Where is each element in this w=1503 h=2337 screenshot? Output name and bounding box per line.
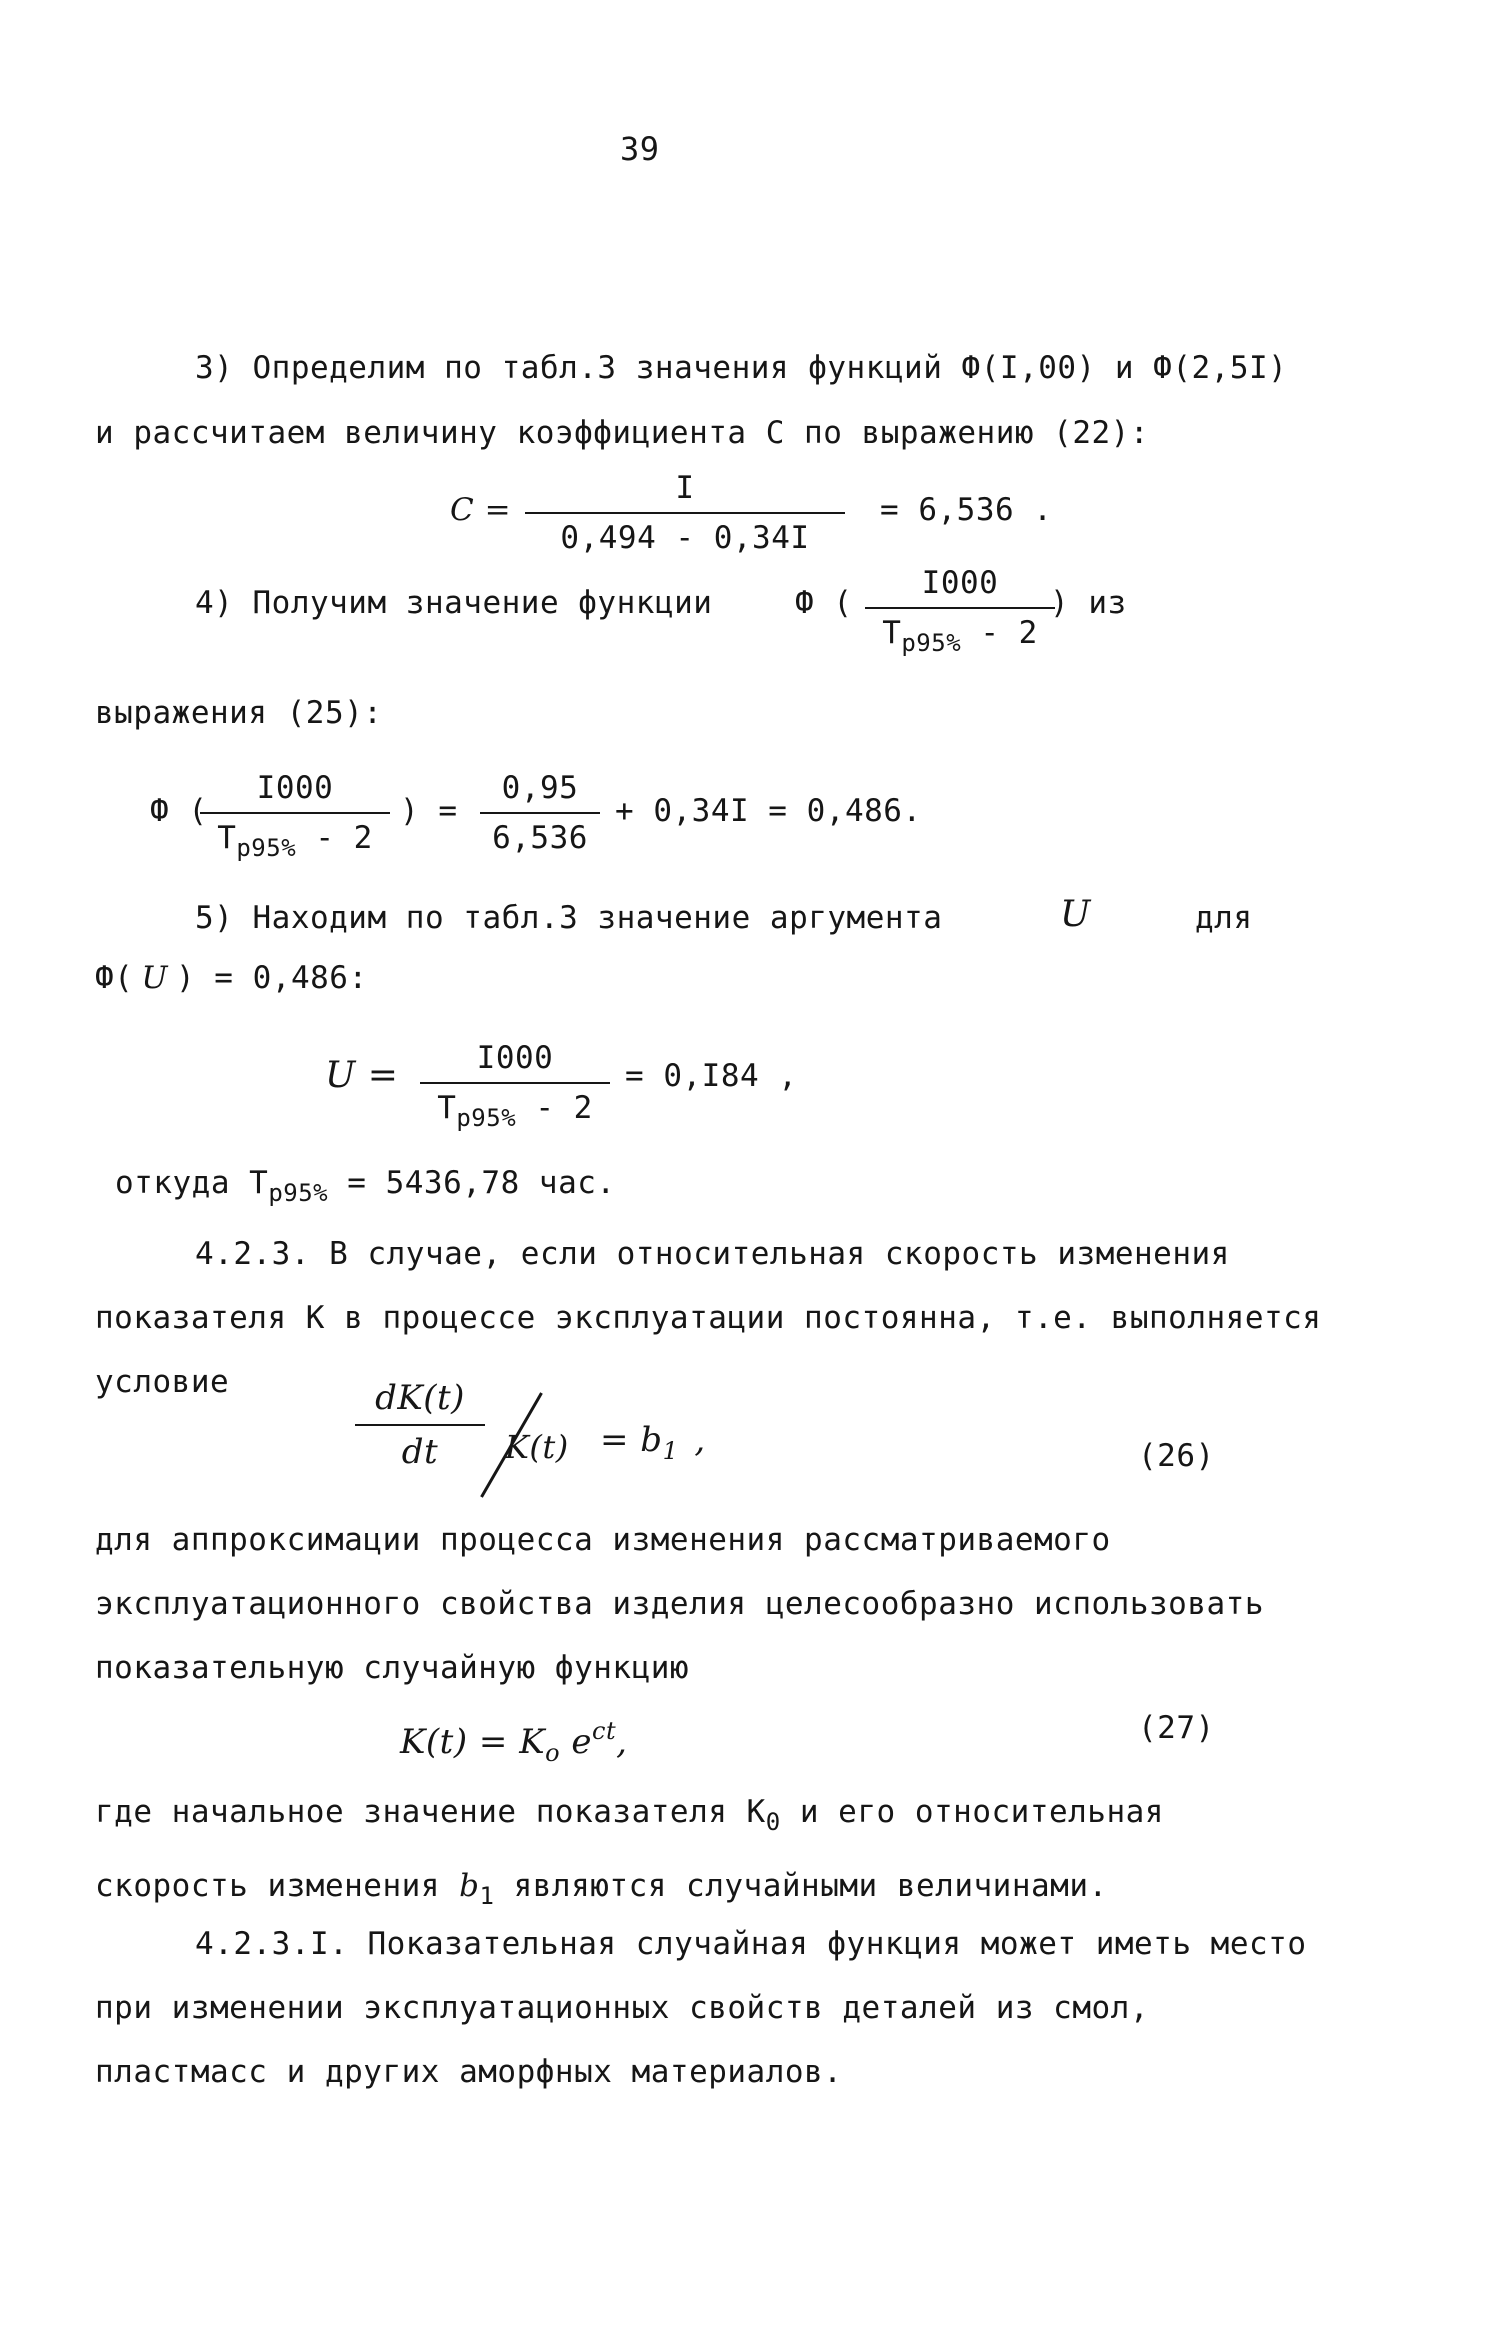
para-where-sym-sub: 1 bbox=[479, 1882, 495, 1910]
formula-c-numerator: I bbox=[525, 470, 845, 514]
formula-u-den-sub: р95% bbox=[456, 1104, 517, 1132]
item5-line2-b: ) = 0,486: bbox=[175, 960, 368, 996]
item4-den-rest: - 2 bbox=[961, 615, 1038, 651]
item5-line2-a: Ф( bbox=[95, 960, 134, 996]
item4-fraction-den bbox=[882, 609, 1038, 657]
formula-26-rhs-sub: 1 bbox=[662, 1437, 679, 1465]
formula-c-rhs: = 6,536 . bbox=[880, 492, 1053, 528]
formula-phi-den1-rest: - 2 bbox=[296, 820, 373, 856]
item4-den-sub: р95% bbox=[901, 629, 962, 657]
formula-27-exp: ct bbox=[592, 1717, 617, 1745]
formula-phi-den1-sub: р95% bbox=[236, 834, 297, 862]
formula-phi-den1 bbox=[217, 814, 373, 862]
item5-line2 bbox=[95, 960, 368, 996]
formula-27 bbox=[400, 1717, 627, 1767]
whence-line bbox=[115, 1165, 616, 1207]
formula-26-tag: (26) bbox=[1138, 1438, 1215, 1474]
item4-phi: Ф ( bbox=[795, 585, 853, 621]
para-approx: для аппроксимации процесса изменения рассматриваемого эксплуатационного свойства изделия целесообразно использовать показательную случайную функцию bbox=[95, 1522, 1264, 1686]
formula-c-fraction bbox=[525, 470, 845, 556]
page-number: 39 bbox=[620, 130, 660, 168]
formula-26-den: dt bbox=[401, 1432, 439, 1472]
item4-line2: выражения (25): bbox=[95, 695, 383, 731]
formula-phi-close: ) = bbox=[400, 793, 458, 829]
formula-27-sub: o bbox=[545, 1739, 561, 1767]
formula-u-lhs bbox=[325, 1055, 398, 1096]
para-where-sym: b bbox=[459, 1868, 480, 1904]
formula-27-comma: , bbox=[616, 1722, 628, 1762]
para-where-sub: 0 bbox=[765, 1808, 781, 1836]
formula-phi-den1-t: T bbox=[217, 820, 237, 856]
formula-phi-open: Ф ( bbox=[150, 793, 208, 829]
section-4231: 4.2.3.I. Показательная случайная функция может иметь место при изменении эксплуатационных свойств деталей из смол, пластмасс и других аморфных материалов. bbox=[95, 1926, 1307, 2090]
formula-u-num: I000 bbox=[420, 1040, 610, 1084]
formula-26-num: dK(t) bbox=[355, 1378, 485, 1426]
section-423: 4.2.3. В случае, если относительная скорость изменения показателя К в процессе эксплуатации постоянна, т.е. выполняется условие bbox=[95, 1236, 1322, 1400]
formula-c-lhs: C = bbox=[450, 492, 512, 528]
formula-u-den bbox=[437, 1084, 593, 1132]
formula-u-rhs: = 0,I84 , bbox=[625, 1058, 798, 1094]
item3-line1: 3) Определим по табл.3 значения функций Ф(I,00) и Ф(2,5I) bbox=[195, 350, 1288, 386]
item4-den-t: T bbox=[882, 615, 902, 651]
item5-start: 5) Находим по табл.3 значение аргумента bbox=[195, 900, 943, 936]
formula-27-lhs: K(t) = K bbox=[400, 1722, 546, 1762]
item4-start: 4) Получим значение функции bbox=[195, 585, 713, 621]
formula-26-div: K(t) bbox=[505, 1428, 569, 1466]
formula-phi-num2: 0,95 bbox=[480, 770, 600, 814]
formula-u-den-t: T bbox=[437, 1090, 457, 1126]
item4-fraction bbox=[865, 565, 1055, 657]
formula-phi-num1: I000 bbox=[200, 770, 390, 814]
item5-var: U bbox=[1060, 894, 1091, 935]
formula-phi-fraction2 bbox=[480, 770, 600, 856]
formula-27-base: e bbox=[560, 1722, 592, 1762]
para-where-b: и его относительная скорость изменения bbox=[95, 1794, 1164, 1904]
item5-line2-var: U bbox=[141, 960, 168, 996]
para-where-c: являются случайными величинами. bbox=[494, 1868, 1108, 1904]
item5-end: для bbox=[1195, 900, 1253, 936]
formula-26-comma: , bbox=[694, 1420, 706, 1460]
item3-line2: и рассчитаем величину коэффициента С по выражению (22): bbox=[95, 415, 1149, 451]
formula-c-denominator: 0,494 - 0,34I bbox=[560, 520, 810, 556]
para-where-a: где начальное значение показателя К bbox=[95, 1794, 766, 1830]
formula-26-fraction bbox=[355, 1378, 485, 1472]
whence-a: откуда T bbox=[115, 1165, 269, 1201]
para-where bbox=[95, 1780, 1325, 1928]
item4-end: ) из bbox=[1050, 585, 1127, 621]
item4-fraction-num: I000 bbox=[865, 565, 1055, 609]
formula-phi-den2: 6,536 bbox=[492, 820, 588, 856]
formula-phi-fraction1 bbox=[200, 770, 390, 862]
whence-b: = 5436,78 час. bbox=[328, 1165, 616, 1201]
formula-26-rhs bbox=[600, 1420, 706, 1465]
formula-u-fraction bbox=[420, 1040, 610, 1132]
formula-u-den-rest: - 2 bbox=[516, 1090, 593, 1126]
formula-u-var: U = bbox=[325, 1055, 399, 1096]
formula-26-rhs-b: = b bbox=[600, 1420, 663, 1460]
formula-phi-rest: + 0,34I = 0,486. bbox=[615, 793, 922, 829]
formula-27-tag: (27) bbox=[1138, 1710, 1215, 1746]
whence-sub: р95% bbox=[268, 1179, 329, 1207]
